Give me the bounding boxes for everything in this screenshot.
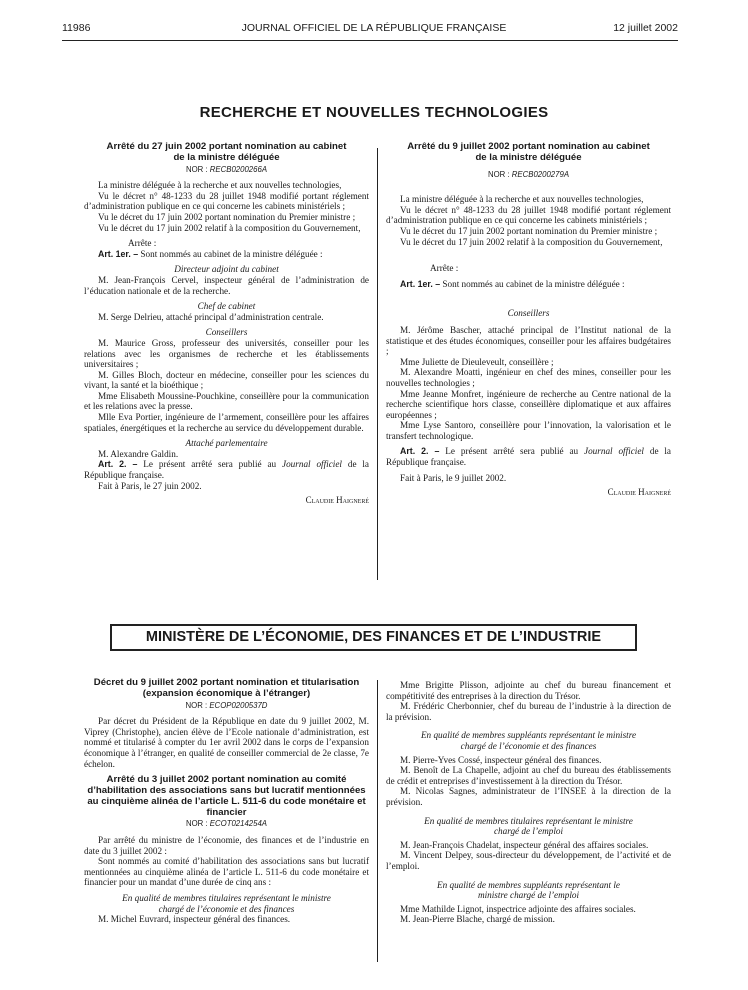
paragraph: Vu le décret n° 48-1233 du 28 juillet 1948 modifié portant réglement d’administration publique en ce qui concerne les cabinets ministériels ; <box>84 190 369 212</box>
paragraph: Par décret du Président de la République en date du 9 juillet 2002, M. Viprey (Christophe), ancien élève de l’Ecole nationale d’administration, est nommé et titularisé à compter du 1er avril 2002 dans le corps de l’expansion économique à l’étranger, en qualité de conseiller commercial de 2e classe, 7e échelon. <box>84 716 369 769</box>
nor-reference: NOR : ECOP0200537D <box>185 700 268 710</box>
section-title-recherche: RECHERCHE ET NOUVELLES TECHNOLOGIES <box>199 104 549 121</box>
paragraph: M. Benoît de La Chapelle, adjoint au chef du bureau des établissements de crédit et entreprises d’investissement à la direction du Trésor. <box>386 765 671 786</box>
paragraph: Vu le décret du 17 juin 2002 portant nomination du Premier ministre ; <box>98 211 356 222</box>
subheading: Chef de cabinet <box>197 301 256 312</box>
page-number: 11986 <box>62 22 91 34</box>
subheading: En qualité de membres suppléants représentant le ministre chargé de l’emploi <box>436 879 621 901</box>
paragraph: Mlle Eva Portier, ingénieure de l’armement, conseillère pour les affaires spatiales, énergétiques et la recherche au service du développement durable. <box>84 412 369 433</box>
signing-place-date: Fait à Paris, le 9 juillet 2002. <box>400 472 507 483</box>
signature: Claudie Haigneré <box>305 495 369 506</box>
paragraph: Mme Brigitte Plisson, adjointe au chef du bureau financement et compétitivité des entreprises à la direction du Trésor. <box>386 680 671 701</box>
column-divider <box>377 680 378 962</box>
journal-title: JOURNAL OFFICIEL DE LA RÉPUBLIQUE FRANÇAISE <box>241 22 507 34</box>
subheading: En qualité de membres titulaires représentant le ministre chargé de l’emploi <box>424 815 633 837</box>
paragraph: M. Jean-François Cervel, inspecteur général de l’administration de l’éducation nationale et de la recherche. <box>84 274 369 296</box>
paragraph: Mme Elisabeth Moussine-Pouchkine, conseillère pour la communication et les relations avec la presse. <box>84 390 369 412</box>
issue-date: 12 juillet 2002 <box>613 22 678 34</box>
subheading: Conseillers <box>507 308 550 319</box>
paragraph: M. Jean-François Chadelat, inspecteur général des affaires sociales. <box>400 839 649 850</box>
page-header <box>0 22 748 38</box>
decree-title: Arrêté du 3 juillet 2002 portant nomination au comité d’habilitation des associations sans but lucratif mentionnées au cinquième alinéa de l’article L. 511-6 du code monétaire et financier <box>87 774 366 818</box>
paragraph: M. Alexandre Galdin. <box>98 448 179 459</box>
paragraph: M. Vincent Delpey, sous-directeur du développement, de l’activité et de l’emploi. <box>386 850 671 871</box>
article-2: Art. 2. – Le présent arrêté sera publié au Journal officiel de la République française. <box>386 446 672 468</box>
paragraph: Vu le décret n° 48-1233 du 28 juillet 1948 modifié portant réglement d’administration publique en ce qui concerne les cabinets ministériels ; <box>386 204 671 226</box>
decree-title: Arrêté du 27 juin 2002 portant nomination au cabinet de la ministre déléguée <box>106 141 347 163</box>
decree-title: Arrêté du 9 juillet 2002 portant nomination au cabinet de la ministre déléguée <box>407 141 650 163</box>
article-2: Art. 2. – Le présent arrêté sera publié au Journal officiel de la République française. <box>84 459 370 481</box>
subheading: En qualité de membres suppléants représentant le ministre chargé de l’économie et des finances <box>420 730 637 751</box>
paragraph: Vu le décret du 17 juin 2002 portant nomination du Premier ministre ; <box>400 225 658 236</box>
arrete-label: Arrête : <box>128 238 157 249</box>
paragraph: M. Gilles Bloch, docteur en médecine, conseiller pour les sciences du vivant, la santé et la bioéthique ; <box>84 369 369 391</box>
nor-reference: NOR : RECB0200279A <box>487 169 570 179</box>
decree-right-1 <box>386 142 671 498</box>
decree-left-1 <box>84 142 369 506</box>
header-rule <box>62 40 678 41</box>
paragraph: Vu le décret du 17 juin 2002 relatif à la composition du Gouvernement, <box>400 236 663 247</box>
paragraph: Vu le décret du 17 juin 2002 relatif à la composition du Gouvernement, <box>98 222 361 233</box>
column-divider <box>377 148 378 580</box>
paragraph: Mme Juliette de Dieuleveult, conseillère ; <box>400 356 554 367</box>
article-1: Art. 1er. – Sont nommés au cabinet de la ministre déléguée : <box>98 248 323 259</box>
nor-reference: NOR : RECB0200266A <box>185 164 268 174</box>
paragraph: M. Pierre-Yves Cossé, inspecteur général des finances. <box>400 754 602 765</box>
paragraph: M. Frédéric Cherbonnier, chef du bureau de l’industrie à la direction de la prévision. <box>386 701 671 722</box>
signature: Claudie Haigneré <box>607 487 671 498</box>
decree-title: Décret du 9 juillet 2002 portant nomination et titularisation (expansion économique à l’étranger) <box>93 677 360 699</box>
article-1: Art. 1er. – Sont nommés au cabinet de la ministre déléguée : <box>400 278 625 289</box>
paragraph: M. Jérôme Bascher, attaché principal de l’Institut national de la statistique et des études économiques, conseiller pour les affaires budgétaires ; <box>386 324 671 357</box>
paragraph: M. Serge Delrieu, attaché principal d’administration centrale. <box>98 311 324 322</box>
paragraph: M. Michel Euvrard, inspecteur général des finances. <box>98 914 291 925</box>
subheading: Attaché parlementaire <box>185 438 268 449</box>
subheading: En qualité de membres titulaires représentant le ministre chargé de l’économie et des finances <box>122 892 331 914</box>
paragraph: M. Maurice Gross, professeur des universités, conseiller pour les relations avec les organismes de recherche et les établissements universitaires ; <box>84 337 369 370</box>
paragraph: La ministre déléguée à la recherche et aux nouvelles technologies, <box>400 194 644 205</box>
paragraph: M. Jean-Pierre Blache, chargé de mission. <box>400 914 555 925</box>
arrete-label: Arrête : <box>430 263 459 274</box>
section-title-economie: MINISTÈRE DE L’ÉCONOMIE, DES FINANCES ET DE L’INDUSTRIE <box>110 624 637 651</box>
paragraph: M. Alexandre Moatti, ingénieur en chef des mines, conseiller pour les nouvelles technologies ; <box>386 367 671 388</box>
decree-right-2 <box>386 680 671 925</box>
nor-reference: NOR : ECOT0214254A <box>185 819 268 829</box>
subheading: Directeur adjoint du cabinet <box>174 264 279 275</box>
subheading: Conseillers <box>205 327 248 338</box>
paragraph: Sont nommés au comité d’habilitation des associations sans but lucratif mentionnées au cinquième alinéa de l’article L. 511-6 du code monétaire et financier pour un mandat d’une durée de cinq ans : <box>84 856 369 888</box>
paragraph: Mme Jeanne Monfret, ingénieure de recherche au Centre national de la recherche scientifique hors classe, conseillère diplomatique et aux affaires européennes ; <box>386 388 671 420</box>
paragraph: Mme Lyse Santoro, conseillère pour l’innovation, la valorisation et le transfert technologique. <box>386 420 671 441</box>
paragraph: La ministre déléguée à la recherche et aux nouvelles technologies, <box>98 180 342 191</box>
paragraph: Mme Mathilde Lignot, inspectrice adjointe des affaires sociales. <box>400 903 636 914</box>
decree-left-2 <box>84 678 369 925</box>
paragraph: M. Nicolas Sagnes, administrateur de l’INSEE à la direction de la prévision. <box>386 786 671 807</box>
signing-place-date: Fait à Paris, le 27 juin 2002. <box>98 480 202 491</box>
paragraph: Par arrêté du ministre de l’économie, des finances et de l’industrie en date du 3 juillet 2002 : <box>84 834 369 856</box>
